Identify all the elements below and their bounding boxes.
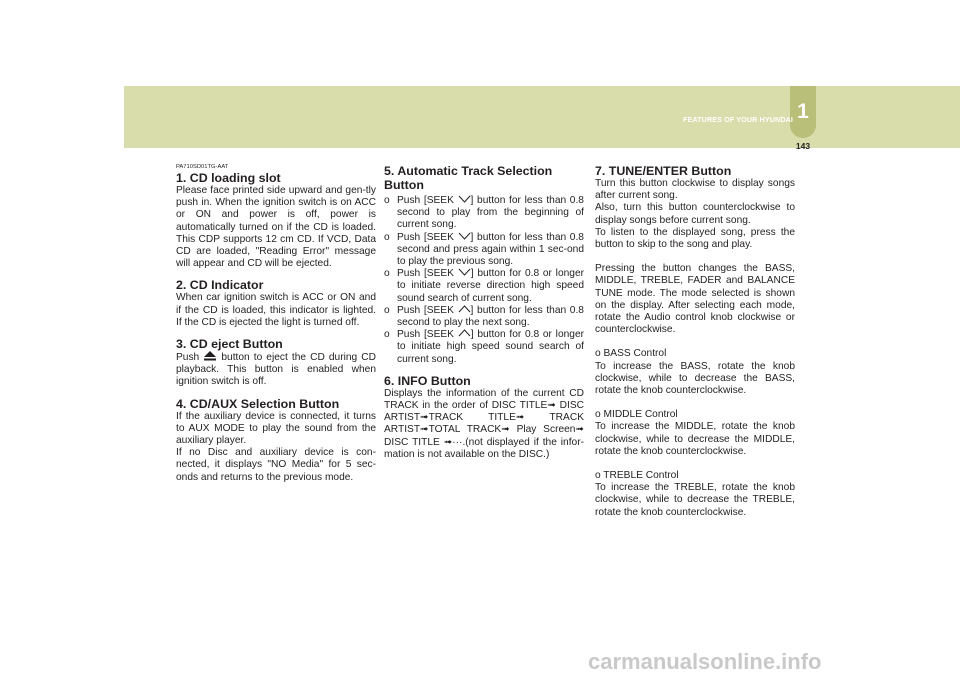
seek-prefix: Push [SEEK [397, 195, 454, 206]
bullet-text: button for 0.8 or longer to initiate reverse direction high speed sound search of current song. [397, 268, 585, 304]
bass-control-title: o BASS Control [595, 348, 667, 360]
seek-up-icon [458, 305, 471, 313]
list-item [384, 268, 584, 305]
spacer [595, 336, 795, 348]
header-band [124, 86, 960, 148]
column-3 [595, 160, 795, 519]
middle-control-title: o MIDDLE Control [595, 409, 678, 421]
page-number: 143 [795, 141, 811, 151]
paragraph: Turn this button clockwise to display songs after current song. [595, 178, 795, 202]
bullet-marker: o [384, 268, 390, 280]
seek-suffix: ] [470, 231, 474, 243]
bullet-text: button for 0.8 or longer to initiate high speed sound search of current song. [397, 329, 585, 365]
spacer [595, 397, 795, 409]
bass-control-text: To increase the BASS, rotate the knob clockwise, while to decrease the BASS, rotate the knob counterclockwise. [595, 360, 795, 397]
section-text: Displays the information of the current CD TRACK in the order of DISC TITLE➟ DISC ARTIST➟TRACK TITLE➟ TRACK ARTIST➟TOTAL TRACK➟ Play Screen➟ DISC TITLE ➟···.(not displayed if the infor-mation is not available on the DISC.) [384, 387, 584, 460]
section-text: When car ignition switch is ACC or ON and if the CD is loaded, this indicator is lighted. If the CD is ejected the light is turned off. [176, 292, 376, 328]
seek-prefix: Push [SEEK [397, 231, 454, 243]
seek-suffix: ] [470, 329, 474, 341]
section-title: FEATURES OF YOUR HYUNDAI [683, 115, 793, 124]
spacer [595, 251, 795, 263]
section-cd-indicator [176, 278, 376, 329]
section-heading: 5. Automatic Track Selection Button [384, 164, 553, 192]
seek-suffix: ] [470, 304, 474, 316]
bullet-marker: o [384, 304, 390, 316]
paragraph: To listen to the displayed song, press the button to skip to the song and play. [595, 226, 795, 251]
section-text: Please face printed side upward and gen-tly push in. When the ignition switch is on ACC or ON and power is off, power is automatically turned on if the CD is loaded. This CDP supports 12 cm CD. If VCD, Data CD are loaded, "Reading Error" message will appear and CD will be ejected. [176, 185, 376, 270]
seek-prefix: Push [SEEK [397, 329, 454, 341]
paragraph: Pressing the button changes the BASS, MIDDLE, TREBLE, FADER and BALANCE TUNE mode. The mode selected is shown on the display. After selecting each mode, rotate the Audio control knob clockwise or counterclockwise. [595, 263, 795, 336]
list-item [384, 195, 584, 232]
reference-code: PA710SD01TG-AAT [176, 164, 229, 170]
section-heading: 7. TUNE/ENTER Button [595, 164, 732, 178]
seek-prefix: Push [SEEK [397, 268, 454, 280]
column-1 [176, 160, 376, 492]
section-heading: 4. CD/AUX Selection Button [176, 396, 340, 411]
column-2 [384, 160, 584, 469]
section-text [176, 351, 376, 389]
list-item [384, 305, 584, 329]
seek-down-icon [458, 268, 471, 276]
section-heading: 2. CD Indicator [176, 278, 264, 293]
chapter-number: 1 [797, 100, 809, 123]
list-item [384, 329, 584, 366]
treble-control-text: To increase the TREBLE, rotate the knob clockwise, while to decrease the TREBLE, rotate the knob counterclockwise. [595, 482, 795, 518]
treble-control-title: o TREBLE Control [595, 470, 679, 482]
section-text: If the auxiliary device is connected, it turns to AUX MODE to play the sound from the auxiliary player. [176, 410, 376, 447]
seek-down-icon [458, 232, 471, 240]
section-info-button [384, 374, 584, 461]
bullet-marker: o [384, 231, 390, 243]
paragraph: Also, turn this button counterclockwise to display songs before current song. [595, 202, 795, 226]
watermark-logo: carmanualsonline.info [588, 649, 822, 674]
section-text-2: If no Disc and auxiliary device is con-nected, it displays "NO Media" for 5 sec-onds and returns to the previous mode. [176, 447, 376, 483]
seek-suffix: ] [470, 195, 474, 206]
section-cd-loading-slot [176, 171, 376, 270]
bullet-text: button for less than 0.8 second and press again within 1 sec-ond to play the previous song. [397, 231, 584, 268]
text-before-icon: Push [176, 352, 200, 364]
eject-icon [203, 351, 217, 361]
bullet-marker: o [384, 195, 390, 206]
bullet-list [384, 195, 584, 366]
section-automatic-track-selection [384, 164, 584, 366]
section-heading: 6. INFO Button [384, 373, 471, 388]
seek-up-icon [458, 329, 471, 337]
middle-control-text: To increase the MIDDLE, rotate the knob clockwise, while to decrease the MIDDLE, rotate the knob counterclockwise. [595, 421, 795, 457]
section-heading: 3. CD eject Button [176, 337, 283, 352]
bullet-marker: o [384, 329, 390, 341]
seek-suffix: ] [470, 268, 474, 280]
section-cd-eject-button [176, 337, 376, 389]
seek-prefix: Push [SEEK [397, 304, 454, 316]
bullet-text: button for less than 0.8 second to play from the beginning of current song. [397, 195, 584, 231]
spacer [595, 458, 795, 470]
seek-down-icon [458, 195, 471, 203]
list-item [384, 232, 584, 269]
bullet-text: button for less than 0.8 second to play the next song. [397, 304, 584, 329]
section-cd-aux-selection [176, 397, 376, 484]
section-heading: 1. CD loading slot [176, 171, 281, 185]
text-after-icon: button to eject the CD during CD playback. This button is enabled when ignition switch is off. [176, 352, 376, 388]
